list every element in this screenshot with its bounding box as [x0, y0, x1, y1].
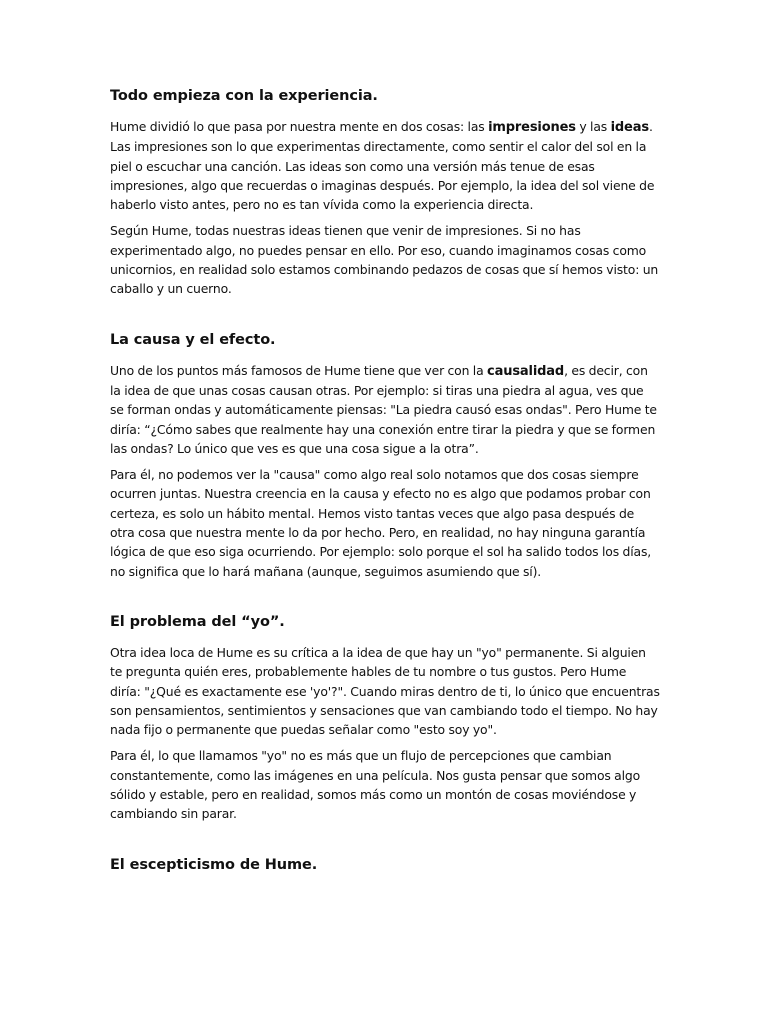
paragraph-text: Uno de los puntos más famosos de Hume tiene que ver con la	[110, 362, 488, 378]
section-causa-efecto	[110, 330, 660, 581]
section-heading: El problema del “yo”.	[110, 613, 285, 630]
paragraph-text: , es decir, con la idea de que unas cosas causan otras. Por ejemplo: si tiras una piedra al agua, ves que se forman ondas y automáticamente piensas: "La piedra causó esas ondas". Pero Hume te diría: “¿Cómo sabes que realmente hay una conexión entre tirar la piedra y que se formen las ondas? Lo único que ves es que una cosa sigue a la otra”.	[110, 362, 657, 456]
bold-term-impresiones: impresiones	[488, 120, 576, 135]
section-escepticismo	[110, 855, 660, 875]
paragraph-text: . Las impresiones son lo que experimentas directamente, como sentir el calor del sol en la piel o escuchar una canción. Las ideas son como una versión más tenue de esas impresiones, algo que recuerdas o imaginas después. Por ejemplo, la idea del sol viene de haberlo visto antes, pero no es tan vívida como la experiencia directa.	[110, 119, 655, 213]
paragraph: Para él, lo que llamamos "yo" no es más que un flujo de percepciones que cambian constantemente, como las imágenes en una película. Nos gusta pensar que somos algo sólido y estable, pero en realidad, somos más como un montón de cosas moviéndose y cambiando sin parar.	[110, 748, 641, 822]
section-experiencia	[110, 86, 660, 299]
bold-term-causalidad: causalidad	[487, 363, 565, 379]
paragraph-text: Hume dividió lo que pasa por nuestra mente en dos cosas: las	[110, 119, 489, 134]
paragraph-text: y las	[575, 119, 611, 134]
paragraph: Según Hume, todas nuestras ideas tienen que venir de impresiones. Si no has experimentado algo, no puedes pensar en ello. Por eso, cuando imaginamos cosas como unicornios, en realidad solo estamos combinando pedazos de cosas que sí hemos visto: un caballo y un cuerno.	[110, 223, 659, 297]
section-heading: Todo empieza con la experiencia.	[110, 88, 378, 104]
paragraph: Para él, no podemos ver la "causa" como algo real solo notamos que dos cosas siempre ocurren juntas. Nuestra creencia en la causa y efecto no es algo que podamos probar con certeza, es solo un hábito mental. Hemos visto tantas veces que algo pasa después de otra cosa que nuestra mente lo da por hecho. Pero, en realidad, no hay ninguna garantía lógica de que eso siga ocurriendo. Por ejemplo: solo porque el sol ha salido todos los días, no significa que lo hará mañana (aunque, seguimos asumiendo que sí).	[110, 467, 652, 579]
section-heading: El escepticismo de Hume.	[110, 856, 318, 873]
section-problema-yo	[110, 612, 660, 824]
paragraph: Otra idea loca de Hume es su crítica a la idea de que hay un "yo" permanente. Si alguien te pregunta quién eres, probablemente hables de tu nombre o tus gustos. Pero Hume diría: "¿Qué es exactamente ese 'yo'?". Cuando miras dentro de ti, lo único que encuentras son pensamientos, sentimientos y sensaciones que van cambiando todo el tiempo. No hay nada fijo o permanente que puedas señalar como "esto soy yo".	[110, 644, 660, 738]
paragraph	[110, 117, 660, 214]
bold-term-ideas: ideas	[610, 120, 649, 135]
paragraph	[110, 361, 660, 458]
document-page	[110, 86, 660, 875]
section-heading: La causa y el efecto.	[110, 331, 276, 348]
